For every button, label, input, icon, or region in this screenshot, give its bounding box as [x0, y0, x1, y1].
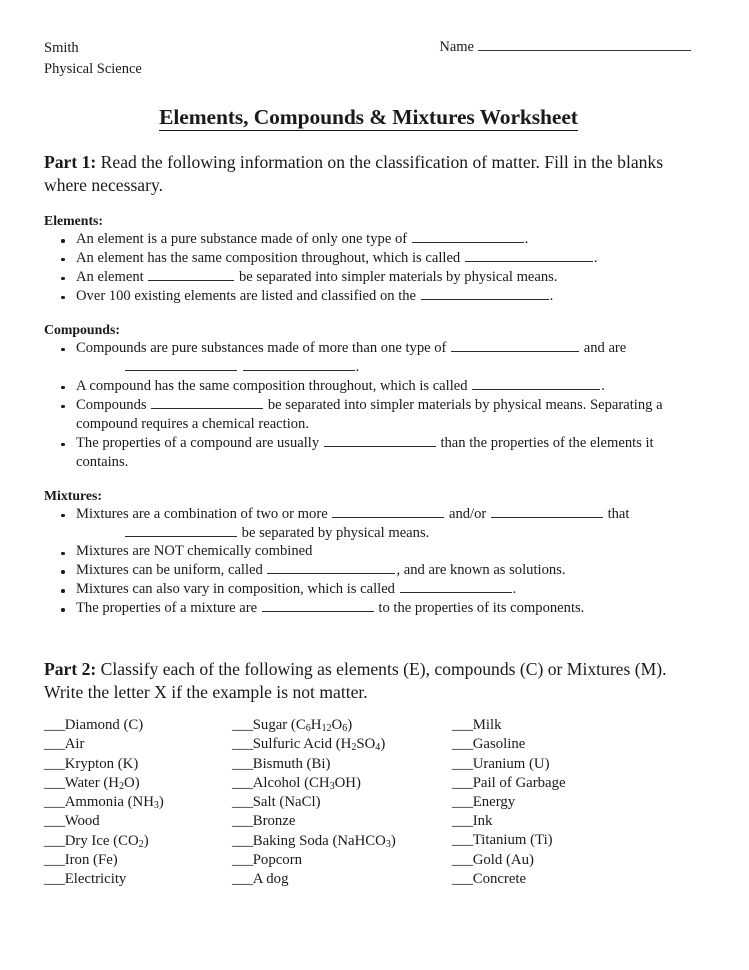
answer-blank[interactable]: ___	[232, 813, 253, 830]
classification-item[interactable]	[232, 716, 452, 735]
answer-blank[interactable]: ___	[44, 871, 65, 888]
classification-item[interactable]	[232, 755, 452, 774]
section-compounds	[44, 322, 693, 472]
classification-item-label: Air	[64, 736, 85, 753]
fill-in-blank[interactable]	[465, 249, 593, 262]
bullet-text: Mixtures are a combination of two or more	[76, 505, 332, 522]
student-info	[44, 38, 142, 79]
bullet-wrapped-line	[76, 358, 693, 377]
answer-blank[interactable]: ___	[452, 717, 473, 734]
bullet-dot	[61, 405, 65, 409]
bullet-dot	[61, 514, 65, 518]
classification-item-label: Uranium (U)	[472, 755, 550, 772]
part2-instructions	[44, 658, 693, 704]
classification-item-label: Concrete	[472, 870, 527, 887]
bullet-text-tail: .	[593, 249, 598, 266]
section-elements	[44, 213, 693, 306]
classification-item[interactable]	[232, 851, 452, 870]
bullet-text-tail: than the properties of the elements it contains.	[76, 434, 654, 470]
bullet-text-mid: and/or	[445, 505, 490, 522]
classification-item[interactable]	[44, 774, 232, 793]
fill-in-blank[interactable]	[262, 600, 374, 613]
classification-item[interactable]	[232, 774, 452, 793]
classification-item-label: Energy	[472, 794, 516, 810]
classification-item[interactable]	[452, 735, 672, 754]
fill-in-blank[interactable]	[151, 396, 263, 409]
classification-item-label: Dry Ice $(CO_2)$	[64, 832, 149, 850]
bullet-dot	[61, 386, 65, 390]
answer-blank[interactable]: ___	[44, 736, 65, 753]
answer-blank[interactable]: ___	[232, 794, 253, 811]
list-item	[44, 599, 693, 618]
list-item	[44, 542, 693, 561]
classification-item-label: Salt (NaCl)	[252, 794, 321, 811]
list-item	[44, 377, 693, 396]
answer-blank[interactable]: ___	[44, 794, 65, 811]
classification-item[interactable]	[452, 831, 672, 850]
bullet-text-tail: .	[549, 287, 554, 304]
answer-blank[interactable]: ___	[452, 851, 473, 868]
bullet-text-tail: to the properties of its components.	[374, 600, 585, 617]
classification-item[interactable]	[232, 735, 452, 754]
bullet-text-tail: , and are known as solutions.	[396, 562, 566, 579]
fill-in-blank[interactable]	[472, 377, 600, 390]
bullet-text-tail: .	[355, 358, 360, 375]
bullet-text: The properties of a mixture are	[76, 600, 261, 617]
classification-column-2	[232, 716, 452, 889]
bullet-dot	[61, 589, 65, 593]
classification-item-label: Sulfuric Acid $(H_2SO_4)$	[252, 736, 386, 754]
bullet-text-tail: be separated into simpler materials by physical means. Separating a compound requires a chemical reaction.	[76, 396, 663, 432]
list-item	[44, 434, 693, 472]
classification-item-label: Milk	[472, 717, 502, 734]
answer-blank[interactable]: ___	[232, 832, 253, 849]
classification-item-label: A dog	[252, 871, 289, 888]
answer-blank[interactable]: ___	[232, 717, 253, 734]
answer-blank[interactable]: ___	[452, 813, 473, 830]
part1-label: Part 1:	[44, 152, 97, 173]
answer-blank[interactable]: ___	[452, 736, 473, 753]
classification-list	[44, 716, 693, 889]
section-heading-mixtures: Mixtures:	[44, 487, 102, 503]
fill-in-blank[interactable]	[324, 434, 436, 447]
section-mixtures	[44, 488, 693, 619]
bullet-text: An element	[76, 268, 148, 285]
section-heading-elements: Elements:	[44, 212, 104, 228]
bullet-dot	[61, 348, 65, 352]
fill-in-blank[interactable]	[421, 287, 549, 300]
classification-item[interactable]	[452, 774, 672, 793]
bullet-text-tail: .	[512, 581, 517, 598]
bullet-dot	[61, 239, 65, 243]
bullet-text-tail: and are	[580, 339, 627, 356]
bullet-dot	[61, 608, 65, 612]
bullet-text: Mixtures can also vary in composition, which is called	[76, 581, 399, 598]
bullet-text: A compound has the same composition throughout, which is called	[76, 377, 472, 394]
list-item	[44, 249, 693, 268]
bullet-text-tail: .	[601, 377, 605, 394]
bullet-text: The properties of a compound are usually	[76, 434, 323, 451]
list-item	[44, 268, 693, 287]
classification-item-label: Water $(H_2O)$	[64, 774, 140, 792]
answer-blank[interactable]: ___	[44, 755, 65, 772]
classification-item-label: Diamond (C)	[64, 717, 144, 734]
answer-blank[interactable]: ___	[232, 736, 253, 753]
fill-in-blank[interactable]	[125, 358, 237, 371]
answer-blank[interactable]: ___	[44, 832, 65, 849]
bullet-text: An element is a pure substance made of only one type of	[76, 230, 411, 247]
bullet-text-tail: .	[524, 230, 529, 247]
bullet-text: Mixtures are NOT chemically combined	[76, 543, 313, 560]
part1-instruction-text: Read the following information on the classification of matter. Fill in the blanks where necessary.	[44, 152, 664, 196]
fill-in-blank[interactable]	[267, 562, 395, 575]
bullet-dot	[61, 277, 65, 281]
classification-item-label: Sugar $(C_6H_{12}O_6)$	[252, 717, 353, 735]
answer-blank[interactable]: ___	[232, 774, 253, 791]
fill-in-blank[interactable]	[243, 358, 355, 371]
classification-item-label: Iron (Fe)	[64, 851, 118, 868]
classification-column-1	[44, 716, 232, 889]
classification-item[interactable]	[232, 832, 452, 851]
list-item	[44, 561, 693, 580]
answer-blank[interactable]: ___	[452, 832, 473, 849]
name-input-line[interactable]	[478, 39, 691, 51]
fill-in-blank[interactable]	[400, 581, 512, 594]
classification-item[interactable]	[44, 735, 232, 754]
teacher-name: Smith	[44, 40, 79, 56]
classification-item[interactable]	[44, 755, 232, 774]
list-item	[44, 287, 693, 306]
bullet-dot	[61, 296, 65, 300]
classification-item[interactable]	[44, 832, 232, 851]
classification-item[interactable]	[452, 716, 672, 735]
bullet-text: Mixtures can be uniform, called	[76, 562, 267, 579]
bullet-dot	[61, 552, 65, 556]
name-field-group	[439, 38, 691, 56]
classification-item[interactable]	[44, 812, 232, 831]
classification-item[interactable]	[232, 793, 452, 812]
page-title	[44, 105, 693, 130]
classification-item[interactable]	[44, 851, 232, 870]
classification-item-label: Ink	[472, 813, 493, 830]
classification-item-label: Titanium (Ti)	[472, 832, 553, 849]
classification-item[interactable]	[232, 870, 452, 889]
bullet-text: Over 100 existing elements are listed and classified on the	[76, 287, 420, 304]
bullet-text: An element has the same composition throughout, which is called	[76, 249, 464, 266]
mixtures-bullet-list	[44, 505, 693, 619]
classification-item-label: Wood	[64, 813, 100, 830]
classification-item-label: Gold (Au)	[472, 851, 534, 868]
classification-item[interactable]	[452, 870, 672, 889]
classification-item[interactable]	[44, 793, 232, 812]
bullet-text: Compounds are pure substances made of more than one type of	[76, 339, 451, 356]
part1-instructions	[44, 151, 693, 197]
bullet-text-tail: that	[603, 505, 630, 522]
classification-item-label: Bismuth (Bi)	[252, 755, 331, 772]
answer-blank[interactable]: ___	[232, 871, 253, 888]
bullet-text-tail: be separated into simpler materials by physical means.	[235, 268, 558, 285]
list-item	[44, 580, 693, 599]
classification-item[interactable]	[452, 755, 672, 774]
classification-column-3	[452, 716, 672, 889]
classification-item-label: Gasoline	[472, 736, 526, 753]
name-label: Name	[439, 39, 474, 55]
fill-in-blank[interactable]	[148, 268, 234, 281]
answer-blank[interactable]: ___	[452, 755, 473, 772]
list-item	[44, 339, 693, 377]
classification-item-label: Popcorn	[252, 851, 303, 868]
part2-instruction-text: Classify each of the following as elements (E), compounds (C) or Mixtures (M). Write the letter X if the example is not matter.	[44, 659, 667, 703]
elements-bullet-list	[44, 230, 693, 306]
classification-item[interactable]	[44, 870, 232, 889]
bullet-dot	[61, 570, 65, 574]
page-header	[44, 38, 693, 79]
classification-item[interactable]	[44, 716, 232, 735]
section-heading-compounds: Compounds:	[44, 321, 120, 337]
list-item	[44, 396, 693, 434]
answer-blank[interactable]: ___	[44, 774, 65, 791]
fill-in-blank[interactable]	[491, 505, 603, 518]
classification-item[interactable]	[452, 793, 672, 812]
page-title-text: Elements, Compounds & Mixtures Worksheet	[159, 105, 578, 130]
classification-item-label: Krypton (K)	[64, 755, 139, 772]
fill-in-blank[interactable]	[451, 339, 579, 352]
fill-in-blank[interactable]	[125, 524, 237, 537]
fill-in-blank[interactable]	[412, 230, 524, 243]
bullet-text-tail: be separated by physical means.	[238, 524, 430, 541]
classification-item[interactable]	[232, 812, 452, 831]
bullet-dot	[61, 443, 65, 447]
answer-blank[interactable]: ___	[44, 851, 65, 868]
fill-in-blank[interactable]	[332, 505, 444, 518]
part2-label: Part 2:	[44, 659, 97, 680]
answer-blank[interactable]: ___	[44, 717, 65, 734]
bullet-dot	[61, 258, 65, 262]
classification-item[interactable]	[452, 851, 672, 870]
classification-item-label: Pail of Garbage	[472, 774, 566, 791]
classification-item-label: Electricity	[64, 871, 127, 888]
classification-item-label: Baking Soda (NaHCO$_3$)	[252, 832, 396, 850]
compounds-bullet-list	[44, 339, 693, 472]
list-item	[44, 505, 693, 543]
bullet-text: Compounds	[76, 396, 151, 413]
answer-blank[interactable]: ___	[44, 813, 65, 830]
answer-blank[interactable]: ___	[452, 794, 473, 810]
classification-item[interactable]	[452, 812, 672, 831]
list-item	[44, 230, 693, 249]
classification-item-label: Bronze	[252, 813, 296, 830]
answer-blank[interactable]: ___	[452, 870, 473, 887]
classification-item-label: Alcohol $(CH_3OH)$	[252, 774, 361, 793]
classification-item-label: Ammonia $(NH_3)$	[64, 794, 164, 812]
course-name: Physical Science	[44, 60, 142, 77]
answer-blank[interactable]: ___	[452, 774, 473, 791]
answer-blank[interactable]: ___	[232, 755, 253, 772]
answer-blank[interactable]: ___	[232, 851, 253, 868]
bullet-wrapped-line	[76, 524, 693, 543]
